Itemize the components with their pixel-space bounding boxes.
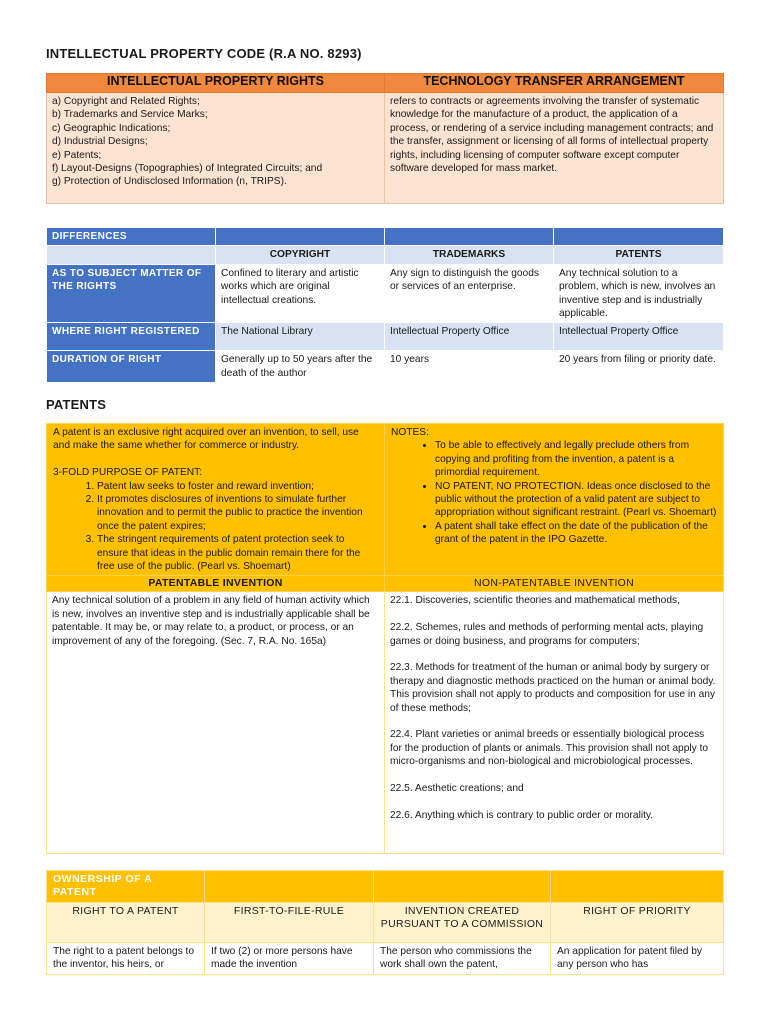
table-cell: 20 years from filing or priority date. — [554, 351, 724, 383]
col-header-commission: INVENTION CREATED PURSUANT TO A COMMISSION — [374, 902, 551, 942]
ip-rights-header: INTELLECTUAL PROPERTY RIGHTS — [47, 74, 385, 93]
table-cell: 10 years — [385, 351, 554, 383]
col-header-first-to-file: FIRST-TO-FILE-RULE — [205, 902, 374, 942]
list-item: d) Industrial Designs; — [52, 136, 148, 148]
non-patentable-header: NON-PATENTABLE INVENTION — [385, 576, 724, 592]
list-item: a) Copyright and Related Rights; — [52, 96, 200, 107]
table-row — [47, 351, 724, 383]
list-item: b) Trademarks and Service Marks; — [52, 109, 208, 121]
table-cell: Intellectual Property Office — [554, 323, 724, 351]
list-item: • A patent shall take effect on the date of the publication of the grant of the patent in the IPO Gazette. — [435, 520, 717, 547]
row-label: DURATION OF RIGHT — [47, 351, 216, 383]
patents-heading: PATENTS — [46, 397, 107, 412]
list-item: g) Protection of Undisclosed Information (n, TRIPS). — [52, 176, 287, 188]
patentable-text: Any technical solution of a problem in any field of human activity which is new, involves an inventive step and is industrially applicable shall be patentable. It may be, or may relate to, a product, or process, or an improvement of any of the foregoing. (Sec. 7, R.A. No. 165a) — [47, 592, 385, 854]
patent-notes-cell — [385, 424, 724, 576]
col-header-trademarks: TRADEMARKS — [385, 246, 554, 264]
differences-header: DIFFERENCES — [47, 228, 216, 246]
purpose-list — [93, 480, 378, 574]
list-item: 22.3. Methods for treatment of the human or animal body by surgery or therapy and diagnostic methods practiced on the human or animal body. This provision shall not apply to products and composition for use in any of these methods; — [390, 662, 716, 714]
tta-definition: refers to contracts or agreements involving the transfer of systematic knowledge for the manufacture of a product, the application of a process, or rendering of a service including management contracts; and the transfer, assignment or licensing of all forms of intellectual property rights, including licensing of computer software except computer software developed for mass market. — [385, 93, 724, 204]
table-cell: An application for patent filed by any person who has — [551, 942, 724, 974]
differences-table — [46, 227, 724, 383]
non-patentable-list — [385, 592, 724, 854]
table-row — [47, 942, 724, 974]
row-label: AS TO SUBJECT MATTER OF THE RIGHTS — [47, 264, 216, 323]
table-cell: Confined to literary and artistic works which are original intellectual creations. — [216, 264, 385, 323]
list-item: 3. The stringent requirements of patent protection seek to ensure that ideas in the public domain remain there for the free use of the public. (Pearl vs. Shoemart) — [97, 533, 378, 573]
patentable-header: PATENTABLE INVENTION — [47, 576, 385, 592]
list-item: 22.2. Schemes, rules and methods of performing mental acts, playing games or doing business, and programs for computers; — [390, 622, 704, 647]
table-cell: Any sign to distinguish the goods or services of an enterprise. — [385, 264, 554, 323]
list-item: 1. Patent law seeks to foster and reward invention; — [97, 480, 378, 493]
ip-rights-table — [46, 73, 724, 204]
ip-rights-list — [47, 93, 385, 204]
purpose-title: 3-FOLD PURPOSE OF PATENT: — [53, 467, 203, 479]
table-cell: The person who commissions the work shall own the patent, — [374, 942, 551, 974]
list-item: 2. It promotes disclosures of inventions to simulate further innovation and to permit the public to practice the invention once the patent expires; — [97, 493, 378, 533]
notes-list — [435, 439, 717, 546]
list-item: • To be able to effectively and legally preclude others from copying and profiting from the invention, a patent is a primordial requirement. — [435, 439, 717, 479]
table-cell: If two (2) or more persons have made the invention — [205, 942, 374, 974]
patents-table — [46, 423, 724, 576]
ownership-table — [46, 870, 724, 975]
col-header-patents: PATENTS — [554, 246, 724, 264]
list-item: e) Patents; — [52, 149, 102, 161]
ownership-header: OWNERSHIP OF A PATENT — [47, 871, 205, 903]
col-header-right-of-priority: RIGHT OF PRIORITY — [551, 902, 724, 942]
list-item: • NO PATENT, NO PROTECTION. Ideas once disclosed to the public without the protection of a valid patent are subject to appropriation without significant restraint. (Pearl vs. Shoemart) — [435, 480, 717, 520]
list-item: 22.6. Anything which is contrary to public order or morality. — [390, 809, 654, 821]
row-label: WHERE RIGHT REGISTERED — [47, 323, 216, 351]
table-cell: The right to a patent belongs to the inventor, his heirs, or — [47, 942, 205, 974]
table-cell: The National Library — [216, 323, 385, 351]
table-cell: Any technical solution to a problem, which is new, involves an inventive step and is industrially applicable. — [554, 264, 724, 323]
patent-definition: A patent is an exclusive right acquired over an invention, to sell, use and make the same whether for commerce or industry. — [53, 427, 359, 452]
page-title: INTELLECTUAL PROPERTY CODE (R.A NO. 8293) — [46, 46, 362, 61]
table-cell: Generally up to 50 years after the death of the author — [216, 351, 385, 383]
tta-header: TECHNOLOGY TRANSFER ARRANGEMENT — [385, 74, 724, 93]
col-header-copyright: COPYRIGHT — [216, 246, 385, 264]
list-item: 22.4. Plant varieties or animal breeds or essentially biological process for the production of plants or animals. This provision shall not apply to micro-organisms and non-biological and microbiological processes. — [390, 729, 709, 768]
notes-title: NOTES: — [391, 427, 429, 438]
table-row — [47, 264, 724, 323]
table-cell: Intellectual Property Office — [385, 323, 554, 351]
invention-table — [46, 575, 724, 854]
list-item: 22.1. Discoveries, scientific theories and mathematical methods, — [390, 595, 680, 607]
col-header-right-to-patent: RIGHT TO A PATENT — [47, 902, 205, 942]
list-item: f) Layout-Designs (Topographies) of Integrated Circuits; and — [52, 163, 323, 175]
table-row — [47, 323, 724, 351]
list-item: c) Geographic Indications; — [52, 122, 171, 134]
patent-definition-cell — [47, 424, 385, 576]
list-item: 22.5. Aesthetic creations; and — [390, 783, 524, 795]
